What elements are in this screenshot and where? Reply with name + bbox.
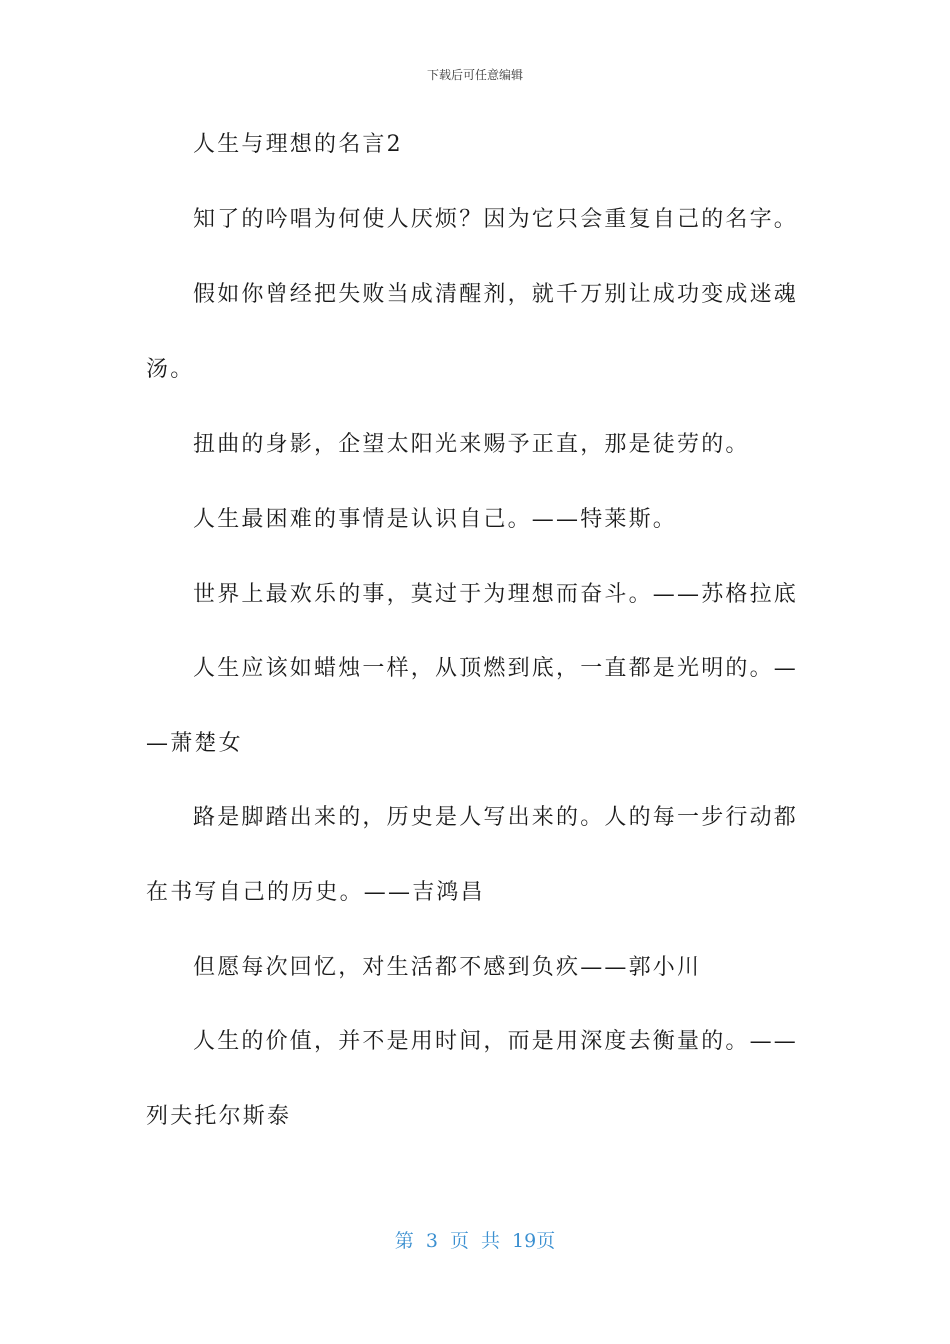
page-header-note: 下载后可任意编辑 (426, 68, 523, 82)
paragraph-line: 汤。 (146, 357, 195, 382)
paragraph-line: 人生应该如蜡烛一样，从顶燃到底，一直都是光明的。— (193, 656, 799, 681)
paragraph-line: 列夫托尔斯泰 (146, 1104, 292, 1129)
paragraph-line: 路是脚踏出来的，历史是人写出来的。人的每一步行动都 (193, 805, 799, 830)
paragraph-line: 知了的吟唱为何使人厌烦？因为它只会重复自己的名字。 (193, 207, 799, 232)
paragraph-line: 人生最困难的事情是认识自己。——特莱斯。 (193, 507, 678, 532)
section-title: 人生与理想的名言2 (193, 132, 403, 157)
paragraph-line: —萧楚女 (146, 731, 243, 756)
paragraph-line: 但愿每次回忆，对生活都不感到负疚——郭小川 (193, 955, 702, 980)
page-number-footer: 第 3 页 共 19页 (394, 1230, 556, 1252)
paragraph-line: 假如你曾经把失败当成清醒剂，就千万别让成功变成迷魂 (193, 282, 799, 307)
paragraph-line: 扭曲的身影，企望太阳光来赐予正直，那是徒劳的。 (193, 432, 750, 457)
paragraph-line: 在书写自己的历史。——吉鸿昌 (146, 880, 485, 905)
paragraph-line: 世界上最欢乐的事，莫过于为理想而奋斗。——苏格拉底 (193, 582, 799, 607)
paragraph-line: 人生的价值，并不是用时间，而是用深度去衡量的。—— (193, 1029, 799, 1054)
